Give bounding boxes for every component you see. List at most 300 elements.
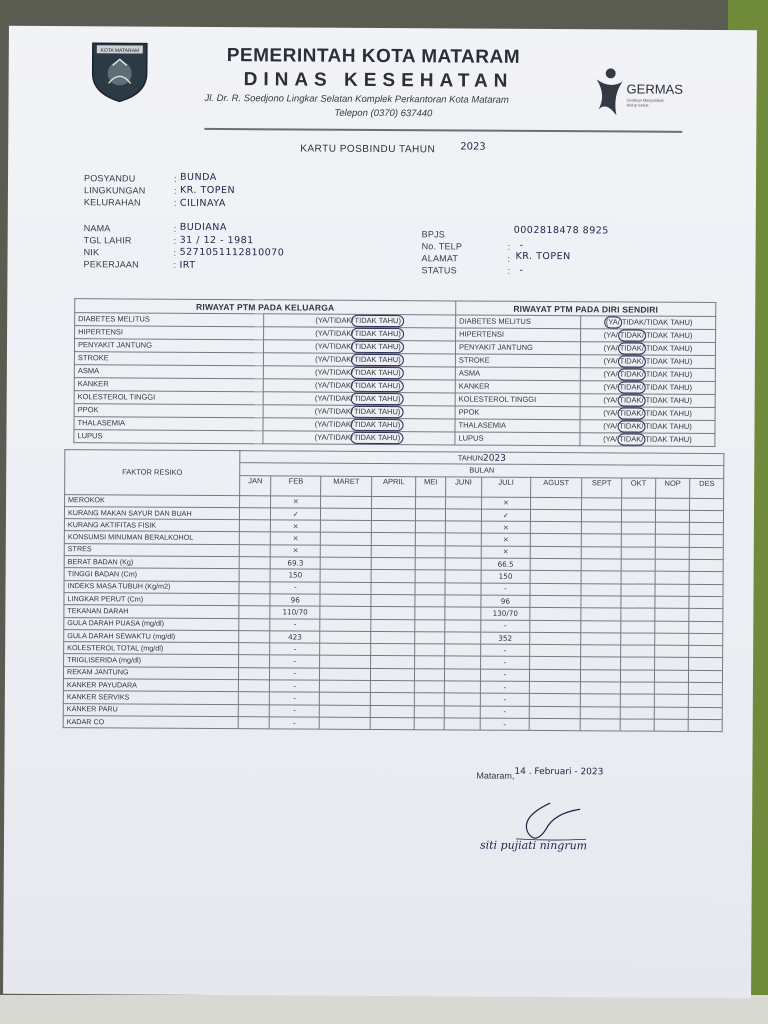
empty-cell bbox=[655, 547, 690, 560]
empty-cell bbox=[620, 694, 654, 707]
empty-cell bbox=[415, 632, 445, 644]
month-mei: MEI bbox=[416, 476, 446, 496]
circled-answer: TIDAK TAHU) bbox=[351, 393, 403, 405]
month-jan: JAN bbox=[240, 475, 272, 495]
tgl-lahir-label: TGL LAHIR bbox=[83, 235, 132, 246]
card-year: 2023 bbox=[460, 141, 486, 153]
year-value: 2023 bbox=[482, 453, 506, 464]
month-sept: SEPT bbox=[581, 477, 621, 497]
juli-value: - bbox=[480, 657, 530, 670]
empty-cell bbox=[621, 670, 655, 683]
juli-value: - bbox=[480, 706, 530, 719]
risk-factor-name: KANKER PAYUDARA bbox=[63, 679, 238, 692]
empty-cell bbox=[581, 522, 621, 535]
status-value: - bbox=[519, 264, 524, 276]
empty-cell bbox=[654, 633, 689, 646]
risk-factor-name: REKAM JANTUNG bbox=[63, 666, 238, 679]
empty-cell bbox=[371, 594, 415, 607]
self-condition: HIPERTENSI bbox=[456, 328, 581, 342]
family-condition: HIPERTENSI bbox=[75, 326, 264, 340]
family-answer: (YA/TIDAK/TIDAK TAHU) bbox=[263, 431, 455, 445]
feb-value: ✓ bbox=[271, 508, 321, 521]
empty-cell bbox=[531, 522, 582, 535]
circled-answer: TIDAK TAHU) bbox=[351, 432, 403, 444]
empty-cell bbox=[445, 546, 481, 559]
empty-cell bbox=[444, 718, 480, 731]
empty-cell bbox=[239, 655, 270, 667]
empty-cell bbox=[581, 534, 621, 547]
empty-cell bbox=[530, 669, 581, 682]
empty-cell bbox=[445, 669, 481, 682]
empty-cell bbox=[445, 595, 481, 608]
bpjs-label: BPJS bbox=[421, 229, 446, 240]
family-answer: (YA/TIDAK/TIDAK TAHU) bbox=[263, 379, 455, 393]
empty-cell bbox=[446, 509, 482, 522]
empty-cell bbox=[581, 596, 621, 609]
empty-cell bbox=[415, 656, 445, 668]
signature-date: 14 . Februari - 2023 bbox=[514, 766, 604, 778]
empty-cell bbox=[320, 557, 371, 570]
self-answer: (YA/ TIDAK/ TIDAK TAHU) bbox=[580, 381, 715, 395]
empty-cell bbox=[444, 706, 480, 719]
department-title: DINAS KESEHATAN bbox=[243, 69, 514, 92]
empty-cell bbox=[655, 559, 690, 572]
colon: : bbox=[173, 259, 177, 270]
signature-place: Mataram, bbox=[476, 770, 515, 781]
empty-cell bbox=[621, 633, 655, 646]
circled-answer: TIDAK/ bbox=[618, 329, 646, 341]
empty-cell bbox=[581, 608, 621, 621]
family-condition: KOLESTEROL TINGGI bbox=[74, 391, 263, 405]
feb-value: × bbox=[271, 495, 321, 508]
empty-cell bbox=[372, 545, 416, 558]
risk-factor-name: KURANG MAKAN SAYUR DAN BUAH bbox=[64, 506, 239, 519]
empty-cell bbox=[581, 510, 621, 523]
juli-value: × bbox=[481, 521, 531, 534]
empty-cell bbox=[654, 621, 689, 634]
empty-cell bbox=[415, 595, 445, 607]
alamat-label: ALAMAT bbox=[421, 253, 459, 264]
feb-value: - bbox=[270, 655, 320, 668]
empty-cell bbox=[654, 719, 689, 732]
empty-cell bbox=[655, 510, 690, 523]
empty-cell bbox=[239, 508, 270, 520]
empty-cell bbox=[320, 570, 371, 583]
empty-cell bbox=[415, 545, 445, 557]
empty-cell bbox=[240, 495, 271, 507]
empty-cell bbox=[414, 681, 444, 693]
juli-value: - bbox=[480, 693, 530, 706]
empty-cell bbox=[530, 706, 581, 719]
self-condition: DIABETES MELITUS bbox=[456, 315, 581, 329]
risk-factor-name: KOLESTEROL TOTAL (mg/dl) bbox=[64, 642, 239, 655]
feb-value: - bbox=[270, 582, 320, 595]
juli-value: 150 bbox=[481, 570, 531, 583]
empty-cell bbox=[445, 558, 481, 571]
empty-cell bbox=[655, 584, 690, 597]
circled-answer: TIDAK/ bbox=[617, 433, 645, 445]
month-header: BULAN bbox=[240, 463, 724, 478]
circled-answer: TIDAK/ bbox=[618, 355, 646, 367]
address-text: Jl. Dr. R. Soedjono Lingkar Selatan Komplek Perkantoran Kota Mataram bbox=[204, 92, 509, 106]
empty-cell bbox=[371, 644, 415, 657]
empty-cell bbox=[530, 608, 581, 621]
empty-cell bbox=[621, 608, 655, 621]
empty-cell bbox=[690, 523, 724, 536]
empty-cell bbox=[445, 533, 481, 546]
circled-answer: TIDAK/ bbox=[618, 368, 646, 380]
empty-cell bbox=[581, 559, 621, 572]
juli-value: - bbox=[480, 681, 530, 694]
family-condition: THALASEMIA bbox=[74, 417, 263, 431]
empty-cell bbox=[371, 558, 415, 571]
circled-answer: TIDAK/ bbox=[617, 394, 645, 406]
self-condition: KOLESTEROL TINGGI bbox=[455, 393, 580, 407]
family-condition: DIABETES MELITUS bbox=[75, 313, 264, 327]
lingkungan-value: KR. TOPEN bbox=[179, 184, 236, 197]
empty-cell bbox=[580, 645, 620, 658]
card-title: KARTU POSBINDU TAHUN bbox=[300, 143, 436, 156]
feb-value: - bbox=[270, 643, 320, 656]
empty-cell bbox=[530, 681, 581, 694]
empty-cell bbox=[320, 619, 371, 632]
circled-answer: TIDAK/ bbox=[617, 420, 645, 432]
empty-cell bbox=[320, 656, 371, 669]
family-condition: KANKER bbox=[74, 378, 263, 392]
empty-cell bbox=[621, 571, 655, 584]
empty-cell bbox=[654, 695, 689, 708]
juli-value: - bbox=[480, 644, 530, 657]
self-condition: LUPUS bbox=[455, 432, 580, 446]
empty-cell bbox=[371, 570, 415, 583]
self-answer: (YA/ TIDAK/ TIDAK TAHU) bbox=[580, 368, 715, 382]
nama-value: BUDIANA bbox=[179, 221, 227, 234]
empty-cell bbox=[319, 717, 370, 730]
self-answer: (YA/ TIDAK/ TIDAK TAHU) bbox=[580, 394, 715, 408]
circled-answer: TIDAK TAHU) bbox=[351, 354, 403, 366]
feb-value: - bbox=[270, 692, 320, 705]
feb-value: 69.3 bbox=[271, 557, 321, 570]
feb-value: 423 bbox=[270, 631, 320, 644]
lingkungan-label: LINGKUNGAN bbox=[83, 185, 146, 196]
month-des: DES bbox=[690, 478, 724, 498]
juli-value: ✓ bbox=[481, 509, 531, 522]
feb-value: 110/70 bbox=[270, 606, 320, 619]
empty-cell bbox=[239, 594, 270, 606]
self-answer: (YA/ TIDAK/ TIDAK TAHU) bbox=[580, 420, 715, 434]
feb-value: × bbox=[271, 545, 321, 558]
empty-cell bbox=[689, 596, 723, 609]
juli-value: - bbox=[480, 718, 530, 731]
kelurahan-label: KELURAHAN bbox=[83, 197, 141, 208]
empty-cell bbox=[415, 619, 445, 631]
juli-value: 96 bbox=[481, 595, 531, 608]
posyandu-label: POSYANDU bbox=[84, 173, 136, 184]
family-condition: ASMA bbox=[74, 365, 263, 379]
government-title: PEMERINTAH KOTA MATARAM bbox=[226, 45, 521, 68]
juli-value: 130/70 bbox=[480, 607, 530, 620]
self-history-header: RIWAYAT PTM PADA DIRI SENDIRI bbox=[456, 301, 716, 317]
risk-factor-name: KURANG AKTIFITAS FISIK bbox=[64, 519, 239, 532]
colon: : bbox=[173, 185, 177, 196]
feb-value: × bbox=[271, 520, 321, 533]
empty-cell bbox=[372, 533, 416, 546]
empty-cell bbox=[580, 669, 620, 682]
self-answer: (YA/ TIDAK/TIDAK TAHU) bbox=[581, 316, 716, 330]
empty-cell bbox=[531, 534, 582, 547]
circled-answer: TIDAK/ bbox=[617, 407, 645, 419]
empty-cell bbox=[239, 643, 270, 655]
self-condition: STROKE bbox=[455, 354, 580, 368]
self-answer: (YA/ TIDAK/ TIDAK TAHU) bbox=[581, 329, 716, 343]
empty-cell bbox=[530, 571, 581, 584]
colon: : bbox=[173, 223, 177, 234]
empty-cell bbox=[319, 680, 370, 693]
juli-value: × bbox=[481, 497, 531, 510]
juli-value: - bbox=[480, 620, 530, 633]
empty-cell bbox=[581, 583, 621, 596]
colon: : bbox=[173, 247, 177, 258]
self-condition: PENYAKIT JANTUNG bbox=[455, 341, 580, 355]
empty-cell bbox=[654, 645, 689, 658]
self-answer: (YA/ TIDAK/ TIDAK TAHU) bbox=[580, 342, 715, 356]
pekerjaan-label: PEKERJAAN bbox=[83, 259, 139, 270]
telp-value: - bbox=[519, 239, 524, 251]
empty-cell bbox=[239, 532, 270, 544]
family-condition: LUPUS bbox=[74, 430, 263, 444]
germas-label: GERMAS bbox=[626, 81, 683, 97]
self-answer: (YA/ TIDAK/ TIDAK TAHU) bbox=[580, 407, 715, 421]
empty-cell bbox=[621, 621, 655, 634]
empty-cell bbox=[581, 571, 621, 584]
empty-cell bbox=[321, 496, 372, 509]
germas-figure-icon bbox=[590, 65, 626, 119]
empty-cell bbox=[371, 607, 415, 620]
circled-answer: TIDAK TAHU) bbox=[351, 419, 403, 431]
family-condition: PENYAKIT JANTUNG bbox=[74, 339, 263, 353]
circled-answer: TIDAK TAHU) bbox=[351, 380, 403, 392]
risk-factor-name: KANKER SERVIKS bbox=[63, 691, 238, 704]
empty-cell bbox=[690, 498, 724, 511]
mataram-crest-icon bbox=[88, 39, 150, 103]
empty-cell bbox=[320, 594, 371, 607]
empty-cell bbox=[445, 644, 481, 657]
empty-cell bbox=[581, 497, 621, 510]
risk-factor-name: GULA DARAH PUASA (mg/dl) bbox=[64, 617, 239, 630]
empty-cell bbox=[689, 658, 723, 671]
empty-cell bbox=[689, 695, 723, 708]
empty-cell bbox=[415, 509, 445, 521]
crest-text: KOTA MATARAM bbox=[100, 47, 140, 55]
risk-factor-name: TEKANAN DARAH bbox=[64, 605, 239, 618]
family-answer: (YA/TIDAK/TIDAK TAHU) bbox=[263, 418, 455, 432]
juli-value: - bbox=[480, 669, 530, 682]
feb-value: 96 bbox=[270, 594, 320, 607]
feb-value: - bbox=[270, 618, 320, 631]
empty-cell bbox=[654, 682, 689, 695]
empty-cell bbox=[655, 522, 690, 535]
risk-factor-name: KADAR CO bbox=[63, 716, 238, 729]
empty-cell bbox=[689, 719, 723, 732]
empty-cell bbox=[444, 681, 480, 694]
empty-cell bbox=[621, 559, 655, 572]
empty-cell bbox=[239, 618, 270, 630]
month-nop: NOP bbox=[655, 478, 690, 498]
colon: : bbox=[173, 197, 177, 208]
empty-cell bbox=[239, 606, 270, 618]
empty-cell bbox=[689, 646, 723, 659]
month-juli: JULI bbox=[481, 477, 531, 497]
circled-answer: TIDAK TAHU) bbox=[352, 315, 404, 327]
family-answer: (YA/TIDAK/TIDAK TAHU) bbox=[263, 340, 455, 354]
risk-factor-name: STRES bbox=[64, 543, 239, 556]
nama-label: NAMA bbox=[83, 223, 111, 234]
empty-cell bbox=[415, 644, 445, 656]
empty-cell bbox=[371, 582, 415, 595]
empty-cell bbox=[320, 582, 371, 595]
empty-cell bbox=[689, 707, 723, 720]
empty-cell bbox=[530, 620, 581, 633]
empty-cell bbox=[415, 533, 445, 545]
empty-cell bbox=[415, 521, 445, 533]
empty-cell bbox=[444, 693, 480, 706]
empty-cell bbox=[690, 547, 724, 560]
empty-cell bbox=[689, 609, 723, 622]
circled-answer: TIDAK/ bbox=[617, 381, 645, 393]
empty-cell bbox=[689, 670, 723, 683]
posyandu-value: BUNDA bbox=[180, 171, 217, 183]
month-juni: JUNI bbox=[446, 476, 482, 496]
empty-cell bbox=[371, 693, 415, 706]
risk-factor-name: INDEKS MASA TUBUH (Kg/m2) bbox=[64, 580, 239, 593]
empty-cell bbox=[530, 595, 581, 608]
empty-cell bbox=[371, 656, 415, 669]
empty-cell bbox=[622, 510, 656, 523]
empty-cell bbox=[690, 535, 724, 548]
circled-answer: TIDAK/ bbox=[618, 342, 646, 354]
empty-cell bbox=[370, 717, 414, 730]
empty-cell bbox=[581, 633, 621, 646]
empty-cell bbox=[239, 630, 270, 642]
empty-cell bbox=[580, 657, 620, 670]
colon: : bbox=[173, 235, 177, 246]
risk-row bbox=[63, 716, 722, 732]
nik-value: 5271051112810070 bbox=[179, 246, 285, 259]
empty-cell bbox=[445, 656, 481, 669]
empty-cell bbox=[239, 520, 270, 532]
empty-cell bbox=[415, 668, 445, 680]
feb-value: - bbox=[270, 717, 320, 730]
header-divider bbox=[204, 128, 682, 133]
empty-cell bbox=[530, 657, 581, 670]
empty-cell bbox=[320, 545, 371, 558]
empty-cell bbox=[445, 583, 481, 596]
pekerjaan-value: IRT bbox=[179, 259, 196, 271]
risk-factor-name: MEROKOK bbox=[65, 494, 240, 507]
signature-name: siti pujiati ningrum bbox=[479, 838, 588, 853]
family-condition: PPOK bbox=[74, 404, 263, 418]
empty-cell bbox=[446, 496, 482, 509]
empty-cell bbox=[416, 496, 446, 508]
empty-cell bbox=[320, 668, 371, 681]
empty-cell bbox=[530, 645, 581, 658]
empty-cell bbox=[238, 692, 269, 704]
empty-cell bbox=[321, 508, 372, 521]
empty-cell bbox=[445, 570, 481, 583]
tgl-lahir-value: 31 / 12 - 1981 bbox=[179, 234, 254, 247]
posbindu-card-sheet bbox=[3, 26, 757, 999]
colon: : bbox=[174, 173, 177, 184]
empty-cell bbox=[320, 606, 371, 619]
empty-cell bbox=[530, 694, 581, 707]
empty-cell bbox=[655, 596, 690, 609]
empty-cell bbox=[530, 632, 581, 645]
empty-cell bbox=[238, 680, 269, 692]
self-condition: KANKER bbox=[455, 380, 580, 394]
empty-cell bbox=[621, 584, 655, 597]
circled-answer: (YA/ bbox=[604, 316, 622, 328]
empty-cell bbox=[372, 508, 416, 521]
ptm-history-table bbox=[73, 298, 716, 447]
family-condition: STROKE bbox=[74, 352, 263, 366]
self-answer: (YA/ TIDAK/ TIDAK TAHU) bbox=[580, 433, 715, 447]
empty-cell bbox=[445, 607, 481, 620]
nik-label: NIK bbox=[83, 247, 100, 258]
empty-cell bbox=[580, 682, 620, 695]
juli-value: 352 bbox=[480, 632, 530, 645]
circled-answer: TIDAK TAHU) bbox=[351, 367, 403, 379]
family-answer: (YA/TIDAK/TIDAK TAHU) bbox=[264, 327, 456, 341]
empty-cell bbox=[581, 620, 621, 633]
risk-factor-name: KANKER PARU bbox=[63, 703, 238, 716]
risk-factor-name: LINGKAR PERUT (Cm) bbox=[64, 593, 239, 606]
self-condition: THALASEMIA bbox=[455, 419, 580, 433]
empty-cell bbox=[529, 718, 580, 731]
empty-cell bbox=[621, 522, 655, 535]
juli-value: × bbox=[481, 546, 531, 559]
empty-cell bbox=[445, 632, 481, 645]
phone-text: Telepon (0370) 637440 bbox=[334, 107, 433, 120]
empty-cell bbox=[580, 694, 620, 707]
empty-cell bbox=[371, 680, 415, 693]
empty-cell bbox=[689, 584, 723, 597]
empty-cell bbox=[530, 583, 581, 596]
family-answer: (YA/TIDAK/TIDAK TAHU) bbox=[263, 405, 455, 419]
feb-value: - bbox=[270, 668, 320, 681]
empty-cell bbox=[620, 719, 654, 732]
family-answer: (YA/TIDAK/TIDAK TAHU) bbox=[263, 353, 455, 367]
empty-cell bbox=[414, 705, 444, 717]
risk-factor-name: BERAT BADAN (Kg) bbox=[64, 556, 239, 569]
family-answer: (YA/TIDAK/TIDAK TAHU) bbox=[263, 366, 455, 380]
colon: : bbox=[507, 265, 511, 276]
month-april: APRIL bbox=[372, 476, 416, 496]
empty-cell bbox=[621, 682, 655, 695]
empty-cell bbox=[655, 572, 690, 585]
feb-value: - bbox=[270, 704, 320, 717]
kelurahan-value: CILINAYA bbox=[179, 197, 226, 210]
circled-answer: TIDAK TAHU) bbox=[351, 341, 403, 353]
empty-cell bbox=[371, 705, 415, 718]
empty-cell bbox=[320, 520, 371, 533]
empty-cell bbox=[415, 558, 445, 570]
family-answer: (YA/TIDAK/TIDAK TAHU) bbox=[263, 392, 455, 406]
empty-cell bbox=[319, 692, 370, 705]
empty-cell bbox=[690, 510, 724, 523]
empty-cell bbox=[690, 572, 724, 585]
empty-cell bbox=[320, 533, 371, 546]
empty-cell bbox=[530, 546, 581, 559]
